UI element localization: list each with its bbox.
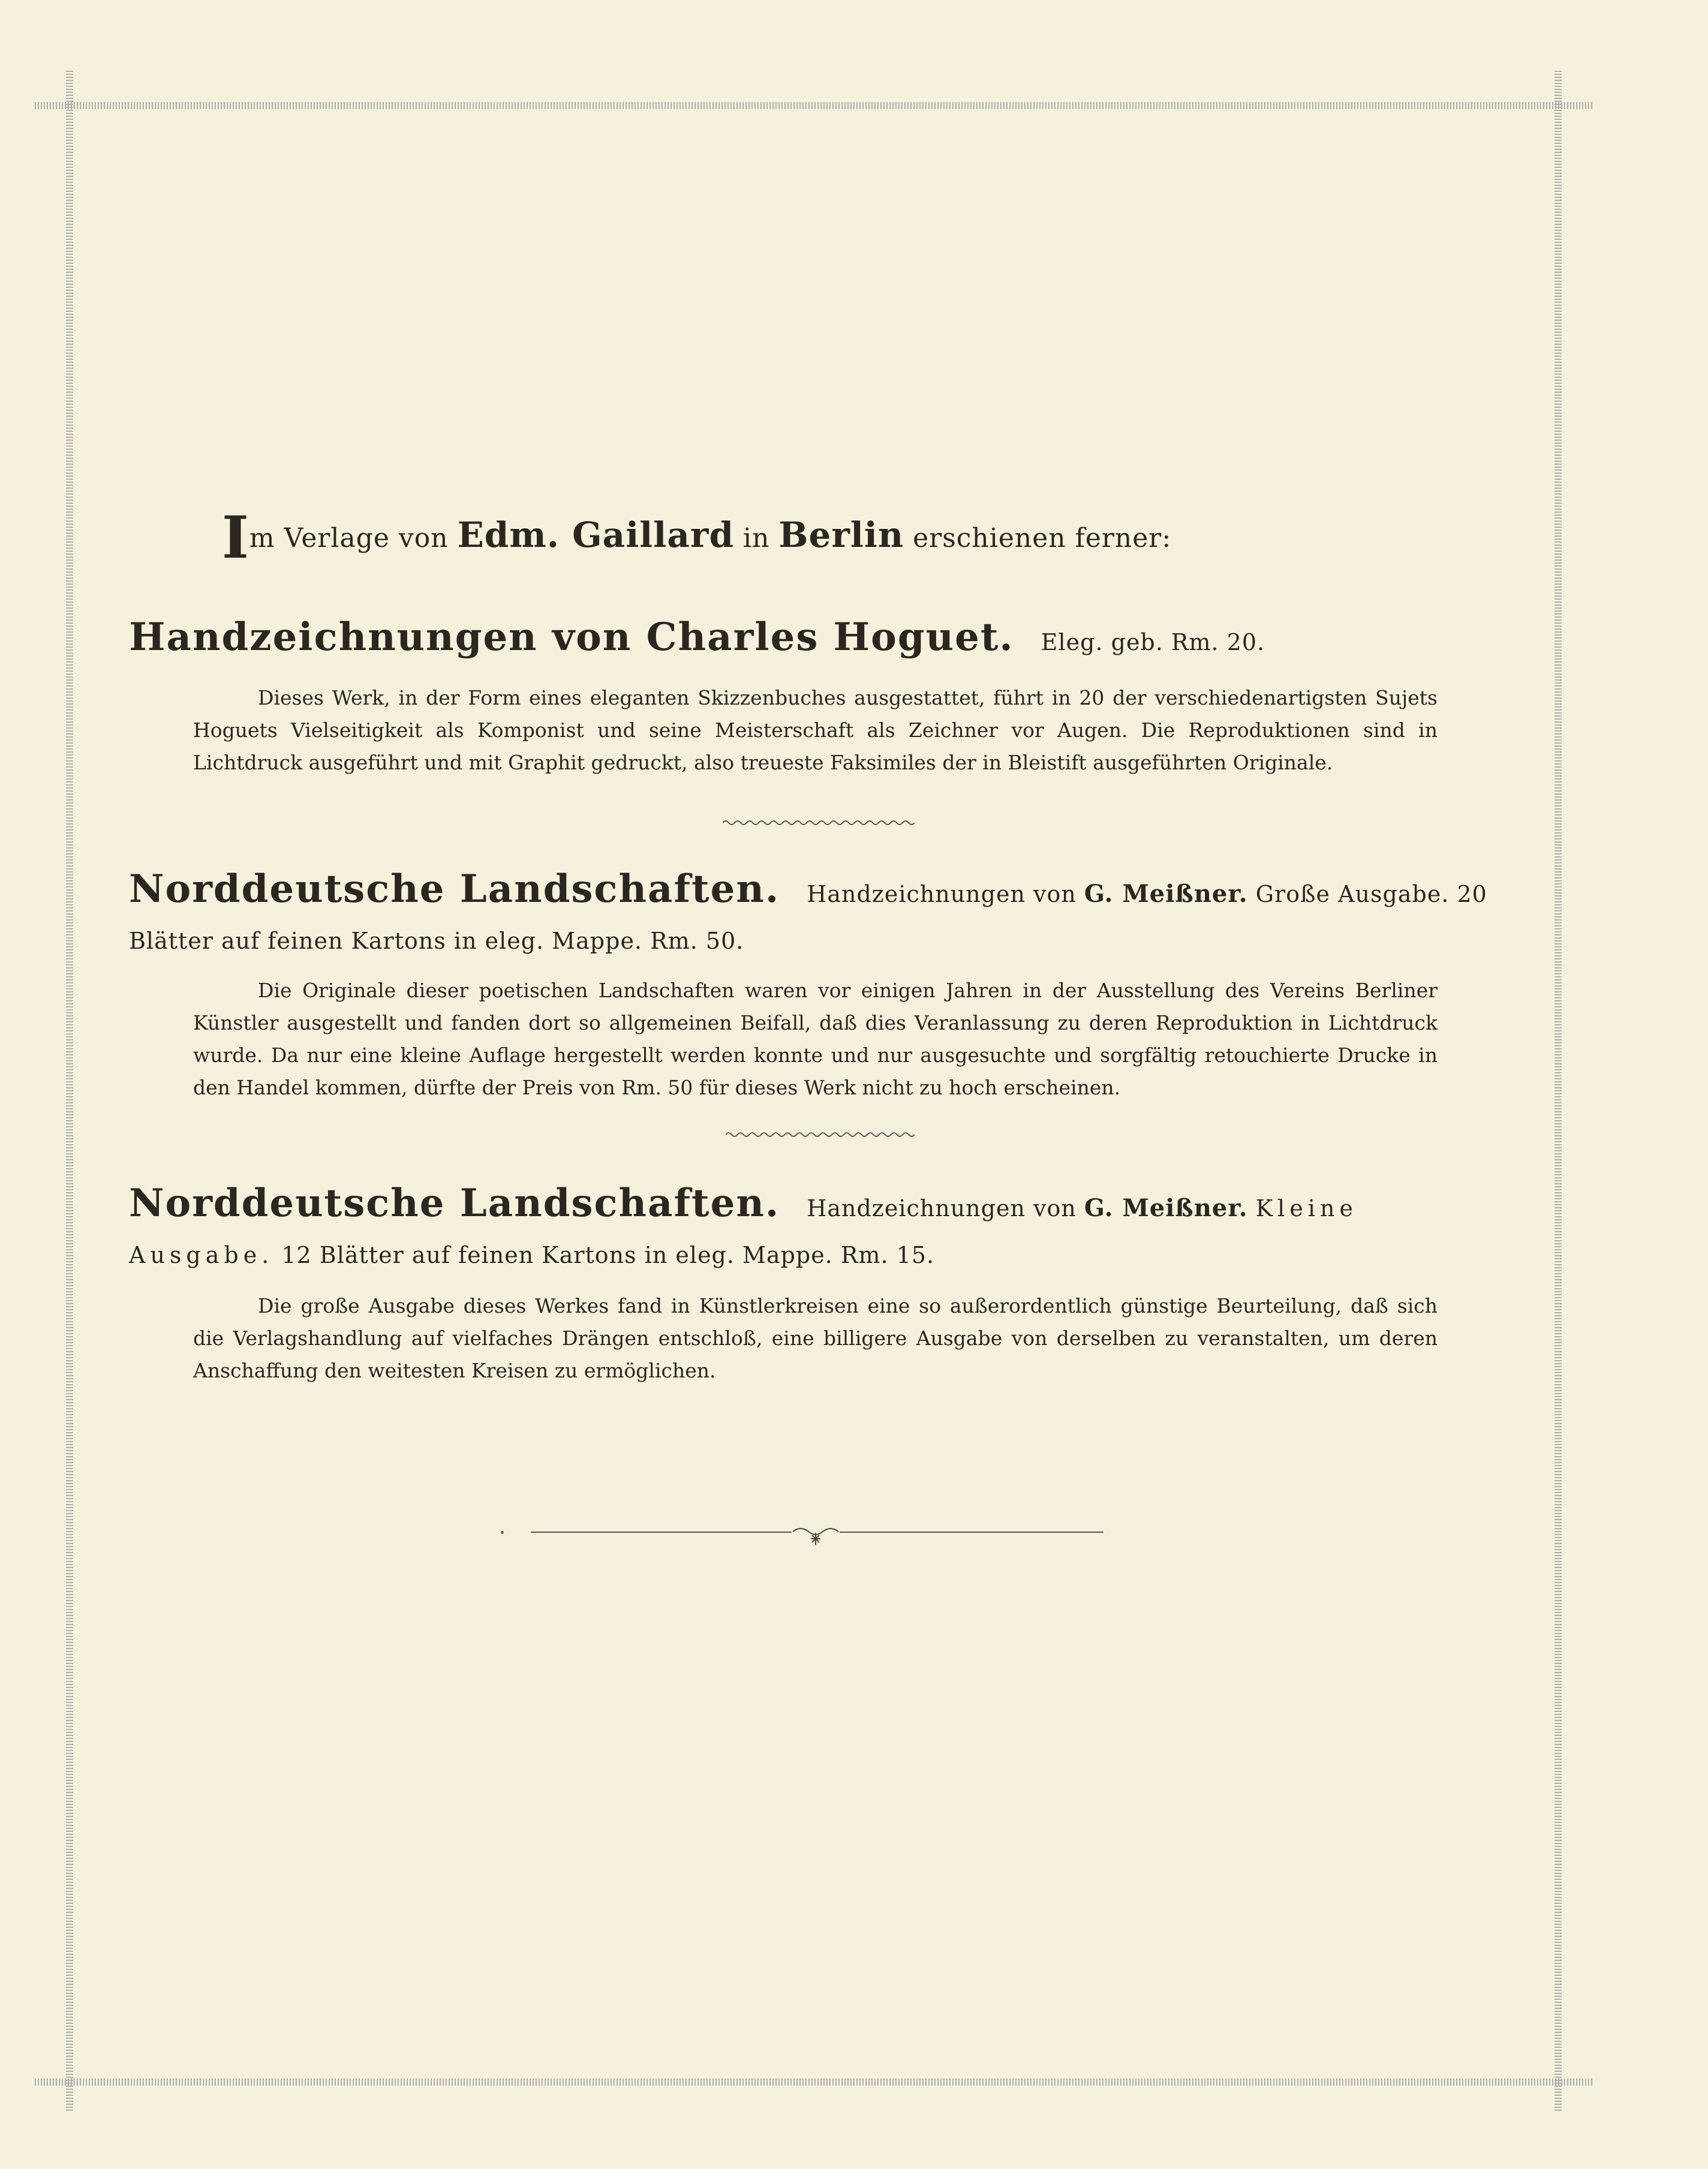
entry-2-meta: Handzeichnungen von G. Meißner. Große Ausgabe. 20 Blätter auf feinen Kartons in eleg. Mappe. Rm. 50. [129,880,1487,954]
entry-1-meta: Eleg. geb. Rm. 20. [1041,629,1265,655]
publisher-name: Edm. Gaillard [457,515,735,555]
entry-2-author: G. Meißner. [1084,880,1248,908]
entry-2-body: Die Originale dieser poetischen Landschaften waren vor einigen Jahren in der Ausstellung des Vereins Berliner Künstler ausgestellt und fanden dort so allgemeinen Beifall, daß dies Veranlassung zu deren Reproduktion in Lichtdruck wurde. Da nur eine kleine Auflage hergestellt werden konnte und nur ausgesuchte und sorgfältig retouchierte Drucke in den Handel kommen, dürfte der Preis von Rm. 50 für dieses Werk nicht zu hoch erscheinen. [193,979,1438,1099]
entry-3-meta: Handzeichnungen von G. Meißner. Kleine Ausgabe. 12 Blätter auf feinen Kartons in eleg. Mappe. Rm. 15. [129,1194,1358,1268]
wave-divider-2 [726,1129,915,1141]
intro-line [222,504,1171,571]
entry-2-header [129,868,1502,967]
entry-1-body: Dieses Werk, in der Form eines eleganten Skizzenbuches ausgestattet, führt in 20 der verschiedenartigsten Sujets Hoguets Vielseitigkeit als Komponist und seine Meisterschaft als Zeichner vor Augen. Die Reproduktionen sind in Lichtdruck ausgeführt und mit Graphit gedruckt, also treueste Faksimiles der in Bleistift ausgeführten Originale. [193,686,1438,774]
entry-1-title: Handzeichnungen von Charles Hoguet. [129,615,1014,660]
entry-1-header [129,616,1502,668]
entry-2-title: Norddeutsche Landschaften. [129,867,780,911]
intro-text-2: in [734,523,779,553]
entry-3-header [129,1183,1502,1281]
drop-initial: I [222,504,249,571]
entry-3-body: Die große Ausgabe dieses Werkes fand in Künstlerkreisen eine so außerordentlich günstige Beurteilung, daß sich die Verlagshandlung auf vielfaches Drängen entschloß, eine billigere Ausgabe von derselben zu veranstalten, um deren Anschaffung den weitesten Kreisen zu ermöglichen. [193,1294,1438,1382]
intro-text-1: m Verlage von [249,523,458,553]
entry-3-title: Norddeutsche Landschaften. [129,1181,780,1226]
ornament-dot [501,1531,504,1534]
city-name: Berlin [778,515,904,555]
intro-text-3: erschienen ferner: [904,523,1172,553]
closing-ornament-icon [780,1522,852,1546]
entry-3-author: G. Meißner. [1084,1194,1248,1222]
wave-divider-1 [723,817,915,829]
